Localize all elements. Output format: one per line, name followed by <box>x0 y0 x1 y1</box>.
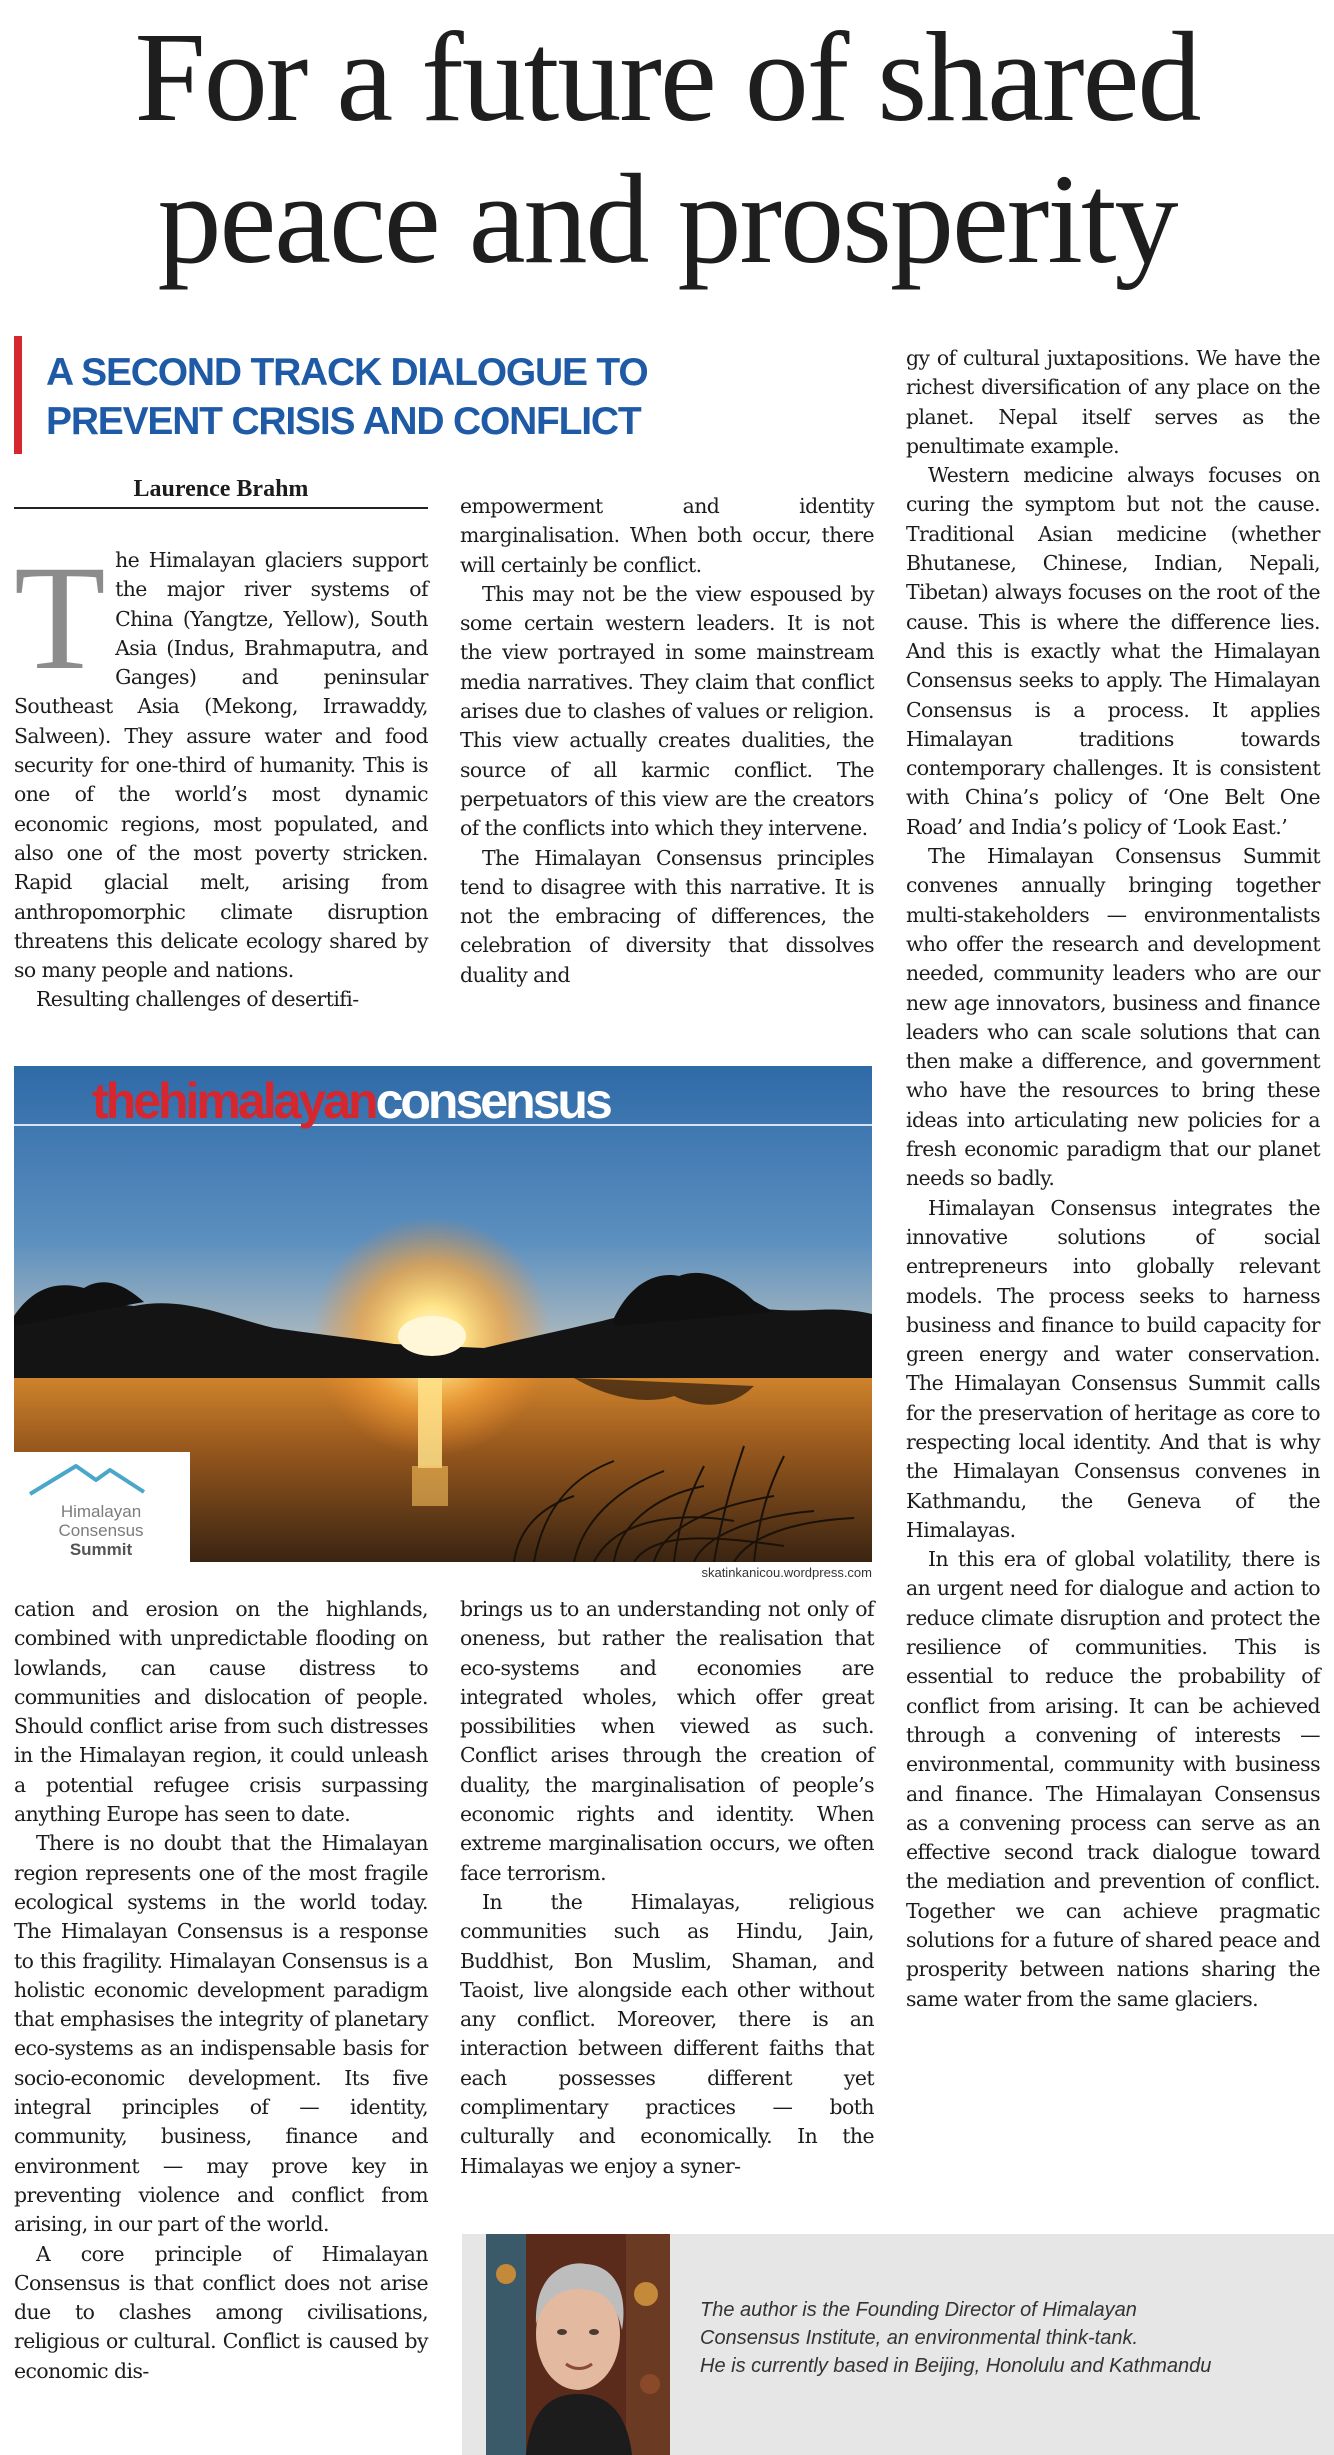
paragraph: gy of cultural juxtapositions. We have the richest diversification of any place on the planet. Nepal itself serves as the penultimate example. <box>906 346 1320 458</box>
paragraph: This may not be the view espoused by some certain western leaders. It is not the view portrayed in some mainstream media narratives. They claim that conflict arises due to clashes of values or religion. This view actually creates dualities, the source of all karmic conflict. The perpetuators of this view are the creators of the conflicts into which they intervene. <box>460 581 874 841</box>
paragraph: The Himalayan glaciers support the major river systems of China (Yangtze, Yellow), South Asia (Indus, Brahmaputra, and Ganges) and peninsular Southeast Asia (Mekong, Irrawaddy, Salween). They assure water and food security for one-third of humanity. This is one of the world’s most dynamic economic regions, most populated, and also one of the most poverty stricken. Rapid glacial melt, arising from anthropomorphic climate disruption threatens this delicate ecology shared by so many people and nations. <box>14 535 428 983</box>
photo-credit: skatinkanicou.wordpress.com <box>701 1565 872 1580</box>
author-bio-line-2: Consensus Institute, an environmental think-tank. <box>700 2327 1139 2349</box>
paragraph: In this era of global volatility, there is an urgent need for dialogue and action to reduce climate disruption and protect the resilience of communities. This is essential to reduce the probability of conflict from arising. It can be achieved through a convening of interests — environmental, community with business and finance. The Himalayan Consensus as a convening process can serve as an effective second track dialogue toward the mediation and prevention of conflict. Together we can achieve pragmatic solutions for a future of shared peace and prosperity between nations sharing the same water from the same glaciers. <box>906 1547 1320 2011</box>
author-bio-line-1: The author is the Founding Director of Himalayan <box>700 2299 1137 2321</box>
paragraph: There is no doubt that the Himalayan region represents one of the most fragile ecological systems in the world today. The Himalayan Consensus is a response to this fragility. Himalayan Consensus is a holistic economic development paradigm that emphasises the integrity of planetary eco-systems as an indispensable basis for socio-economic development. Its five integral principles of — identity, community, business, finance and environment — may prove key in preventing violence and conflict from arising, in our part of the world. <box>14 1831 428 2237</box>
paragraph: A core principle of Himalayan Consensus is that conflict does not arise due to clashes among civilisations, religious or cultural. Conflict is caused by economic dis- <box>14 2241 428 2383</box>
logo-text <box>26 1502 176 1540</box>
paragraph: In the Himalayas, religious communities such as Hindu, Jain, Buddhist, Bon Muslim, Shaman, and Taoist, live alongside each other without any conflict. Moreover, there is an interaction between different faiths that each possesses different yet complimentary practices — both culturally and economically. In the Himalayas we enjoy a syner- <box>460 1889 874 2178</box>
column-2-bottom <box>460 1595 874 2181</box>
summit-logo <box>14 1452 190 1562</box>
headline-line-1: For a future of shared <box>134 6 1200 148</box>
headline-line-2: peace and prosperity <box>157 148 1177 290</box>
paragraph: Himalayan Consensus integrates the innovative solutions of social entrepreneurs into globally relevant models. The process seeks to harness business and finance to build capacity for green energy and water conservation. The Himalayan Consensus Summit calls for the preservation of heritage as core to respecting local identity. And that is why the Himalayan Consensus convenes in Kathmandu, the Geneva of the Himalayas. <box>906 1195 1320 1542</box>
author-bio-text <box>700 2296 1320 2380</box>
byline: Laurence Brahm <box>14 476 428 509</box>
banner-white-text: consensus <box>375 1073 610 1129</box>
column-1-top <box>14 535 428 1015</box>
paragraph: cation and erosion on the highlands, combined with unpredictable flooding on lowlands, can cause distress to communities and dislocation of people. Should conflict arise from such distresses in the Himalayan region, it could unleash a potential refugee crisis surpassing anything Europe has seen to date. <box>14 1597 428 1827</box>
paragraph: Western medicine always focuses on curing the symptom but not the cause. Traditional Asian medicine (whether Bhutanese, Chinese, Indian, Nepali, Tibetan) always focuses on the root of the cause. This is where the difference lies. And this is exactly what the Himalayan Consensus seeks to apply. The Himalayan Consensus is a process. It applies Himalayan traditions towards contemporary challenges. It is consistent with China’s policy of ‘One Belt One Road’ and India’s policy of ‘Look East.’ <box>906 463 1320 839</box>
author-bio-line-3: He is currently based in Beijing, Honolulu and Kathmandu <box>700 2355 1212 2377</box>
logo-line-1: Himalayan <box>60 1502 142 1521</box>
banner-red-text: thehimalayan <box>92 1073 376 1129</box>
column-2-top <box>460 492 874 990</box>
kicker-line-2: PREVENT CRISIS AND CONFLICT <box>46 400 641 443</box>
drop-cap: T <box>14 535 106 701</box>
paragraph: The Himalayan Consensus Summit convenes annually bringing together multi-stakeholders — environmentalists who offer the research and development needed, community leaders who are our new age innovators, business and finance leaders who can scale solutions that can then make a difference, and government who have the resources to bring these ideas into articulating new policies for a fresh economic paradigm that our planet needs so badly. <box>906 844 1320 1191</box>
paragraph: empowerment and identity marginalisation. When both occur, there will certainly be conflict. <box>460 494 874 577</box>
logo-line-2: Consensus <box>58 1521 144 1540</box>
paragraph: brings us to an understanding not only of oneness, but rather the realisation that eco-systems and economies are integrated wholes, which offer great possibilities when viewed as such. Conflict arises through the creation of duality, the marginalisation of people’s economic rights and identity. When extreme marginalisation occurs, we often face terrorism. <box>460 1597 874 1885</box>
column-3 <box>906 344 1320 2014</box>
headline <box>0 6 1334 290</box>
paragraph: The Himalayan Consensus principles tend to disagree with this narrative. It is not the embracing of differences, the celebration of diversity that dissolves duality and <box>460 845 874 987</box>
author-photo <box>486 2234 670 2455</box>
column-1-bottom <box>14 1595 428 2386</box>
logo-line-3: Summit <box>69 1540 133 1559</box>
kicker <box>46 348 686 446</box>
paragraph: Resulting challenges of desertifi- <box>36 987 359 1012</box>
mountain-icon <box>14 1452 190 1502</box>
kicker-line-1: A SECOND TRACK DIALOGUE TO <box>46 351 648 394</box>
banner-text <box>92 1072 610 1130</box>
